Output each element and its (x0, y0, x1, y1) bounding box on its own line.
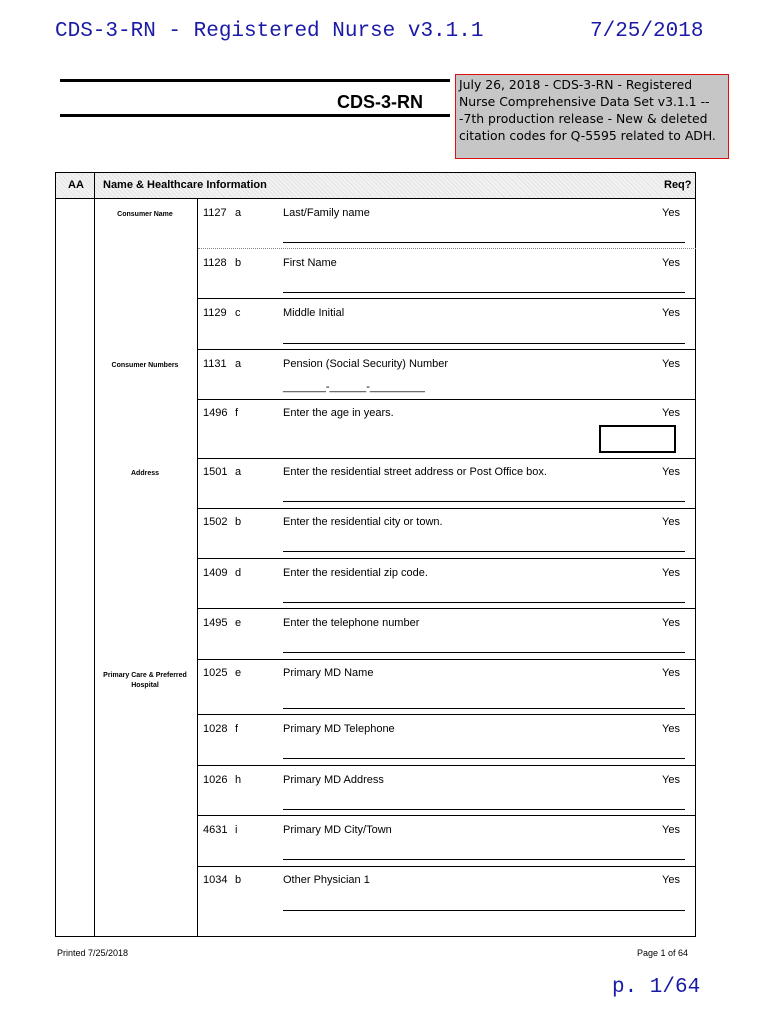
item-label: Primary MD City/Town (283, 824, 392, 836)
item-label: Primary MD Name (283, 667, 374, 679)
item-letter: f (235, 407, 239, 419)
item-label: Enter the residential zip code. (283, 567, 428, 579)
item-letter: b (235, 874, 242, 886)
item-letter: f (235, 723, 239, 735)
req-header: Req? (664, 179, 692, 191)
item-id: 1409 (203, 567, 228, 579)
item-required: Yes (662, 307, 680, 319)
row-separator (198, 714, 696, 715)
item-label: Other Physician 1 (283, 874, 370, 886)
item-id: 1495 (203, 617, 228, 629)
title-rule-top (60, 79, 450, 82)
item-label: Enter the residential street address or Post Office box. (283, 466, 547, 478)
group-label-consumer-numbers: Consumer Numbers (111, 362, 179, 369)
document-header-date: 7/25/2018 (590, 20, 704, 43)
item-letter: e (235, 617, 242, 629)
row-separator (198, 248, 696, 249)
item-id: 1502 (203, 516, 228, 528)
group-label-consumer-name: Consumer Name (117, 211, 173, 218)
item-id: 4631 (203, 824, 228, 836)
item-required: Yes (662, 723, 680, 735)
answer-line-md-name[interactable] (283, 708, 685, 709)
answer-line-middle-initial[interactable] (283, 343, 685, 344)
item-letter: e (235, 667, 242, 679)
item-id: 1025 (203, 667, 228, 679)
item-id: 1496 (203, 407, 228, 419)
item-label: Enter the telephone number (283, 617, 420, 629)
item-required: Yes (662, 567, 680, 579)
answer-line-md-address[interactable] (283, 809, 685, 810)
section-code: AA (68, 179, 84, 191)
row-separator (198, 458, 696, 459)
item-id: 1129 (203, 307, 227, 319)
answer-line-md-telephone[interactable] (283, 758, 685, 759)
item-required: Yes (662, 207, 680, 219)
row-separator (198, 866, 696, 867)
item-label: Last/Family name (283, 207, 370, 219)
answer-line-last-name[interactable] (283, 242, 685, 243)
page-indicator: p. 1/64 (612, 976, 701, 999)
item-label: Enter the residential city or town. (283, 516, 443, 528)
item-required: Yes (662, 466, 680, 478)
item-letter: b (235, 516, 242, 528)
answer-line-md-city[interactable] (283, 859, 685, 860)
row-separator (198, 399, 696, 400)
item-required: Yes (662, 516, 680, 528)
column-divider-code (94, 199, 95, 936)
revision-note: July 26, 2018 - CDS-3-RN - Registered Nurse Comprehensive Data Set v3.1.1 ---7th production release - New & deleted citation codes for Q-5595 related to ADH. (455, 74, 729, 159)
item-required: Yes (662, 617, 680, 629)
row-separator (198, 298, 696, 299)
item-letter: b (235, 257, 242, 269)
answer-line-telephone[interactable] (283, 652, 685, 653)
item-label: Primary MD Telephone (283, 723, 395, 735)
item-required: Yes (662, 824, 680, 836)
header-divider-code (94, 173, 95, 199)
item-id: 1127 (203, 207, 227, 219)
item-id: 1128 (203, 257, 227, 269)
answer-line-zip[interactable] (283, 602, 685, 603)
item-letter: a (235, 466, 242, 478)
item-required: Yes (662, 407, 680, 419)
column-divider-group (197, 199, 198, 936)
document-header-title: CDS-3-RN - Registered Nurse v3.1.1 (55, 20, 484, 43)
item-letter: h (235, 774, 242, 786)
row-separator (198, 608, 696, 609)
row-separator (198, 659, 696, 660)
item-letter: a (235, 207, 242, 219)
form-table (55, 172, 696, 937)
row-separator (198, 765, 696, 766)
section-name: Name & Healthcare Information (103, 179, 267, 191)
item-required: Yes (662, 667, 680, 679)
item-id: 1131 (203, 358, 227, 370)
item-label: Primary MD Address (283, 774, 384, 786)
item-letter: i (235, 824, 238, 836)
page-number: Page 1 of 64 (637, 948, 689, 958)
item-required: Yes (662, 257, 680, 269)
item-required: Yes (662, 874, 680, 886)
item-label: First Name (283, 257, 337, 269)
group-label-primary-care: Primary Care & Preferred Hospital (103, 672, 187, 689)
item-letter: a (235, 358, 242, 370)
item-label: Middle Initial (283, 307, 345, 319)
item-required: Yes (662, 774, 680, 786)
item-letter: d (235, 567, 242, 579)
answer-line-other-physician[interactable] (283, 910, 685, 911)
item-required: Yes (662, 358, 680, 370)
item-id: 1028 (203, 723, 228, 735)
item-label: Pension (Social Security) Number (283, 358, 449, 370)
item-id: 1034 (203, 874, 228, 886)
title-rule-bottom (60, 114, 450, 117)
form-title: CDS-3-RN (337, 92, 424, 112)
age-input-box[interactable] (599, 425, 676, 453)
item-id: 1501 (203, 466, 228, 478)
row-separator (198, 558, 696, 559)
answer-line-street[interactable] (283, 501, 685, 502)
row-separator (198, 815, 696, 816)
item-letter: c (235, 307, 241, 319)
ssn-input-mask[interactable]: _______-______-_________ (283, 381, 425, 393)
item-label: Enter the age in years. (283, 407, 394, 419)
answer-line-first-name[interactable] (283, 292, 685, 293)
answer-line-city[interactable] (283, 551, 685, 552)
printed-date: Printed 7/25/2018 (57, 948, 129, 958)
item-id: 1026 (203, 774, 228, 786)
row-separator (198, 508, 696, 509)
row-separator (198, 349, 696, 350)
group-label-address: Address (130, 470, 159, 477)
